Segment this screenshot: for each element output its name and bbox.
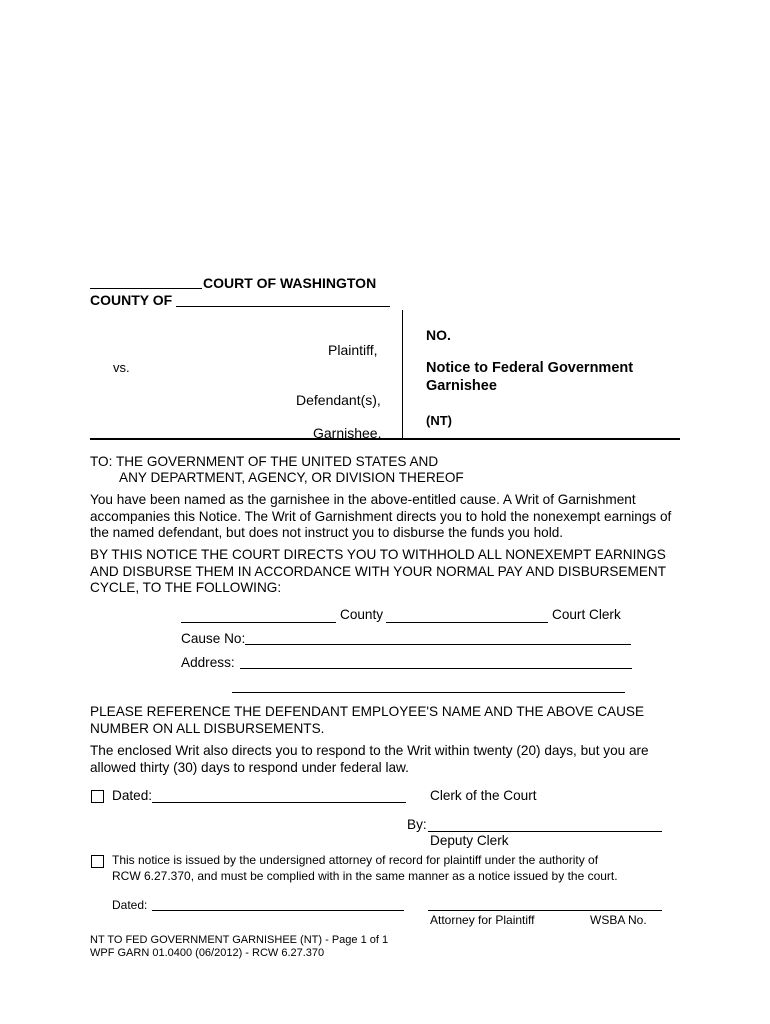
attorney-signature-blank[interactable] [428, 910, 662, 911]
attorney-notice-checkbox[interactable] [91, 855, 104, 868]
county-field-label: County [340, 607, 384, 622]
attorney-notice-line1: This notice is issued by the undersigned attorney of record for plaintiff under the authority of [112, 853, 599, 867]
caption-divider [402, 310, 403, 438]
footer-line2: WPF GARN 01.0400 (06/2012) - RCW 6.27.370 [90, 947, 325, 959]
paragraph-garnishee-named: You have been named as the garnishee in the above-entitled cause. A Writ of Garnishment accompanies this Notice. The Writ of Garnishment directs you to hold the nonexempt earnings of the named defendant, but does not instruct you to disburse the funds you hold. [90, 492, 672, 540]
dated-label: Dated: [112, 788, 153, 803]
by-signature-blank[interactable] [428, 831, 662, 832]
dated2-blank[interactable] [152, 910, 404, 911]
vs-label: vs. [113, 360, 130, 375]
court-title: COURT OF WASHINGTON [203, 275, 377, 291]
address-label: Address: [181, 655, 235, 670]
clerk-of-court-label: Clerk of the Court [430, 788, 537, 803]
paragraph-reference: PLEASE REFERENCE THE DEFENDANT EMPLOYEE'S NAME AND THE ABOVE CAUSE NUMBER ON ALL DISBURSEMENTS. [90, 704, 645, 736]
form-code: (NT) [426, 413, 452, 428]
caption-bottom-rule [90, 438, 680, 440]
paragraph-court-directs: BY THIS NOTICE THE COURT DIRECTS YOU TO WITHHOLD ALL NONEXEMPT EARNINGS AND DISBURSE THEM IN ACCORDANCE WITH YOUR NORMAL PAY AND DISBURSEMENT CYCLE, TO THE FOLLOWING: [90, 547, 666, 595]
case-number-label: NO. [426, 327, 451, 343]
garnishee-label: Garnishee. [313, 425, 382, 441]
paragraph-respond: The enclosed Writ also directs you to respond to the Writ within twenty (20) days, but you are allowed thirty (30) days to respond under federal law. [90, 743, 649, 775]
county-label: COUNTY OF [90, 292, 173, 308]
to-line2: ANY DEPARTMENT, AGENCY, OR DIVISION THEREOF [119, 470, 464, 485]
attorney-notice-line2: RCW 6.27.370, and must be complied with in the same manner as a notice issued by the court. [112, 869, 618, 883]
to-line1: TO: THE GOVERNMENT OF THE UNITED STATES AND [90, 454, 439, 469]
attorney-for-plaintiff-label: Attorney for Plaintiff [430, 913, 535, 927]
footer-line1: NT TO FED GOVERNMENT GARNISHEE (NT) - Page 1 of 1 [90, 934, 389, 946]
dated-blank[interactable] [152, 802, 406, 803]
address-blank-line1[interactable] [240, 668, 632, 669]
county-name-blank[interactable] [181, 622, 336, 623]
plaintiff-label: Plaintiff, [328, 342, 378, 358]
dated2-label: Dated: [112, 898, 148, 912]
court-name-blank[interactable] [90, 288, 202, 289]
defendants-label: Defendant(s), [296, 392, 381, 408]
court-clerk-blank[interactable] [386, 622, 548, 623]
dated-checkbox[interactable] [91, 790, 104, 803]
county-blank[interactable] [176, 306, 390, 307]
address-blank-line2[interactable] [232, 692, 625, 693]
wsba-no-label: WSBA No. [590, 913, 647, 927]
court-clerk-label: Court Clerk [552, 607, 621, 622]
deputy-clerk-label: Deputy Clerk [430, 833, 509, 848]
cause-no-label: Cause No: [181, 631, 246, 646]
by-label: By: [407, 817, 427, 832]
cause-no-blank[interactable] [245, 644, 631, 645]
document-title-line2: Garnishee [426, 378, 497, 394]
document-title-line1: Notice to Federal Government [426, 360, 634, 376]
